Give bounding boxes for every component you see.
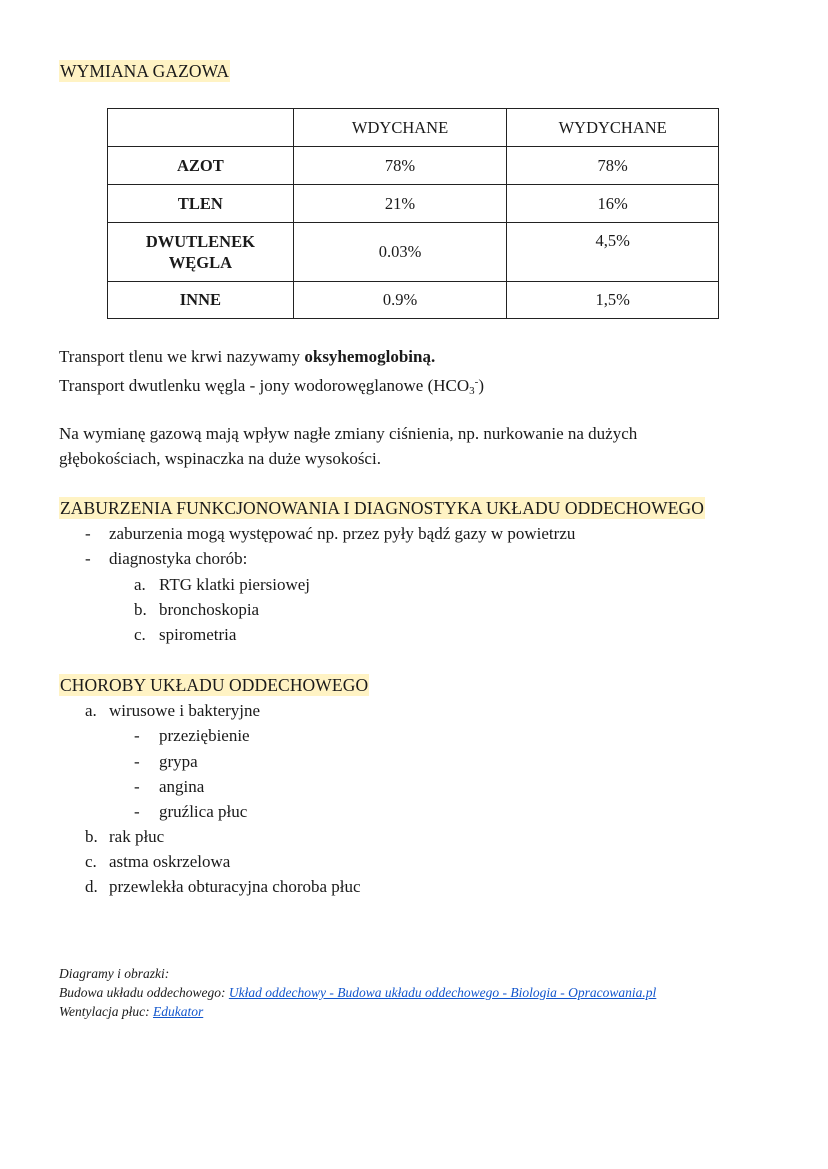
column-header-exhaled: WYDYCHANE bbox=[507, 109, 719, 147]
list-marker: c. bbox=[134, 625, 146, 644]
list-marker: b. bbox=[134, 600, 147, 619]
list-item: angina bbox=[159, 777, 205, 796]
pressure-text-line1: Na wymianę gazową mają wpływ nagłe zmiany ciśnienia, np. nurkowanie na dużych bbox=[59, 424, 638, 443]
co2-transport-text bbox=[59, 371, 484, 402]
cell-co2-exhaled: 4,5% bbox=[507, 223, 719, 282]
bullet-dash: - bbox=[85, 549, 91, 568]
bullet-dash: - bbox=[134, 777, 140, 796]
cell-other-inhaled: 0.9% bbox=[293, 282, 507, 319]
list-marker: a. bbox=[85, 701, 97, 720]
row-label-oxygen: TLEN bbox=[108, 185, 294, 223]
bullet-dash: - bbox=[134, 752, 140, 771]
section-title-disorders-diagnostics: ZABURZENIA FUNKCJONOWANIA I DIAGNOSTYKA UKŁADU ODDECHOWEGO bbox=[60, 498, 705, 518]
table-row bbox=[108, 282, 719, 319]
row-label-nitrogen: AZOT bbox=[108, 147, 294, 185]
footer-heading: Diagramy i obrazki: bbox=[59, 966, 170, 981]
table-row bbox=[108, 223, 719, 282]
cell-oxygen-inhaled: 21% bbox=[293, 185, 507, 223]
list-marker: c. bbox=[85, 852, 97, 871]
row-label-line: DWUTLENEK bbox=[145, 232, 255, 251]
list-marker: b. bbox=[85, 827, 98, 846]
list-item: astma oskrzelowa bbox=[109, 852, 231, 871]
list-item: zaburzenia mogą występować np. przez pyły bądź gazy w powietrzu bbox=[109, 524, 576, 543]
pressure-text-line2: głębokościach, wspinaczka na duże wysokości. bbox=[59, 449, 381, 468]
footer-source-label: Budowa układu oddechowego: bbox=[59, 985, 229, 1000]
list-item: bronchoskopia bbox=[159, 600, 260, 619]
co2-subscript: 3 bbox=[469, 385, 475, 397]
bullet-dash: - bbox=[134, 726, 140, 745]
footer-source-label: Wentylacja płuc: bbox=[59, 1004, 153, 1019]
list-marker: d. bbox=[85, 877, 98, 896]
table-header-row bbox=[108, 109, 719, 147]
cell-co2-inhaled: 0.03% bbox=[293, 223, 507, 282]
footer-source-line2 bbox=[59, 1002, 203, 1021]
footer-source-line1 bbox=[59, 983, 656, 1002]
table-row bbox=[108, 147, 719, 185]
co2-transport-main: Transport dwutlenku węgla - jony wodorowęglanowe (HCO bbox=[59, 376, 470, 395]
oxygen-transport-prefix: Transport tlenu we krwi nazywamy bbox=[59, 347, 305, 366]
table-row bbox=[108, 185, 719, 223]
bullet-dash: - bbox=[85, 524, 91, 543]
bullet-dash: - bbox=[134, 802, 140, 821]
row-label-carbon-dioxide bbox=[108, 223, 294, 282]
section-title-gas-exchange: WYMIANA GAZOWA bbox=[60, 61, 230, 81]
row-label-other: INNE bbox=[108, 282, 294, 319]
list-item: RTG klatki piersiowej bbox=[159, 575, 311, 594]
row-label-line: WĘGLA bbox=[168, 253, 232, 272]
co2-superscript: - bbox=[474, 376, 479, 388]
list-item: rak płuc bbox=[109, 827, 165, 846]
cell-oxygen-exhaled: 16% bbox=[507, 185, 719, 223]
list-item: gruźlica płuc bbox=[159, 802, 248, 821]
list-item: przeziębienie bbox=[159, 726, 250, 745]
list-item: spirometria bbox=[159, 625, 237, 644]
section-title-respiratory-diseases: CHOROBY UKŁADU ODDECHOWEGO bbox=[60, 675, 369, 695]
list-marker: a. bbox=[134, 575, 146, 594]
list-item: grypa bbox=[159, 752, 198, 771]
list-item: diagnostyka chorób: bbox=[109, 549, 248, 568]
oxygen-transport-text bbox=[59, 346, 435, 368]
oxygen-transport-term: oksyhemoglobiną. bbox=[304, 347, 436, 366]
cell-nitrogen-exhaled: 78% bbox=[507, 147, 719, 185]
list-item: wirusowe i bakteryjne bbox=[109, 701, 261, 720]
column-header-inhaled: WDYCHANE bbox=[293, 109, 507, 147]
cell-other-exhaled: 1,5% bbox=[507, 282, 719, 319]
cell-nitrogen-inhaled: 78% bbox=[293, 147, 507, 185]
table-corner-cell bbox=[108, 109, 294, 147]
co2-transport-end: ) bbox=[478, 376, 484, 395]
list-item: przewlekła obturacyjna choroba płuc bbox=[109, 877, 361, 896]
gas-exchange-table bbox=[107, 108, 719, 319]
source-link-edukator[interactable]: Edukator bbox=[152, 1004, 204, 1019]
source-link-respiratory-structure[interactable]: Układ oddechowy - Budowa układu oddechowego - Biologia - Opracowania.pl bbox=[228, 985, 657, 1000]
